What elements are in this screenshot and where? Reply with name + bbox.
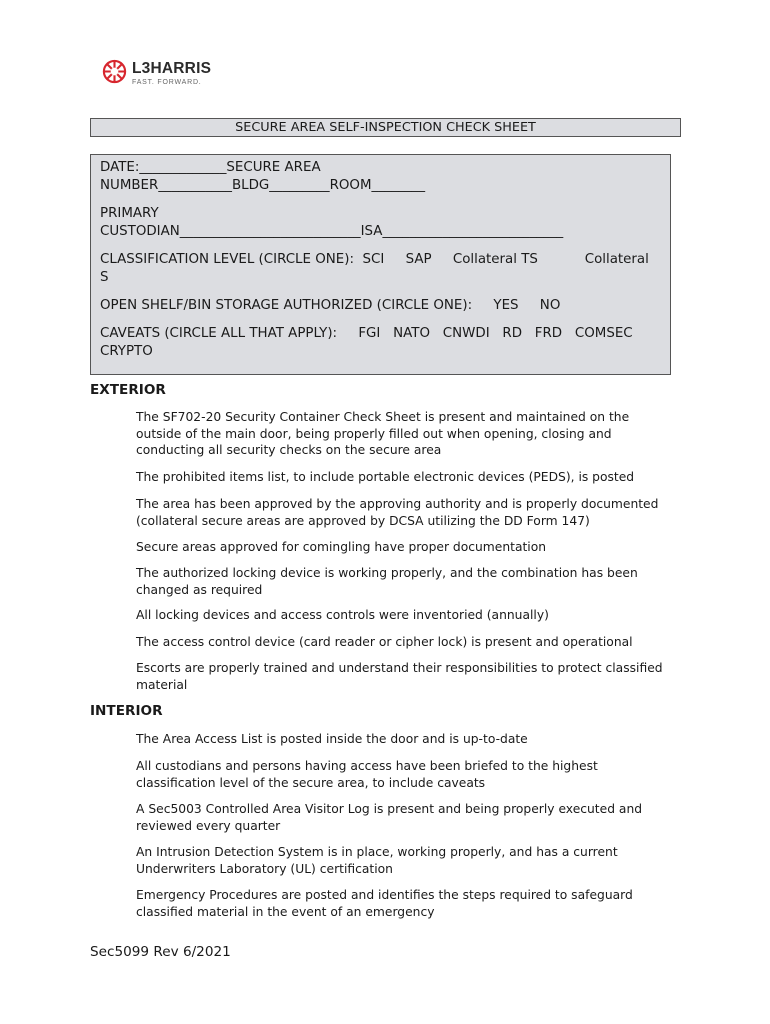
custodian-isa-line: CUSTODIAN___________________________ISA___________________________: [100, 224, 564, 239]
checklist-item-text: An Intrusion Detection System is in place, working properly, and has a current Underwriters Laboratory (UL) certification: [136, 845, 618, 876]
classification-level-wrap: S: [100, 270, 109, 285]
l3harris-logo-icon: [101, 58, 128, 85]
caveats-wrap: CRYPTO: [100, 344, 153, 359]
checklist-item-text: Escorts are properly trained and understand their responsibilities to protect classified material: [136, 661, 663, 692]
checklist-item-text: The area has been approved by the approving authority and is properly documented (collateral secure areas are approved by DCSA utilizing the DD Form 147): [136, 497, 659, 528]
date-area-number-line: DATE:_____________SECURE AREA: [100, 160, 321, 175]
checklist-item-text: The Area Access List is posted inside the door and is up-to-date: [136, 732, 528, 746]
open-shelf-storage-line: OPEN SHELF/BIN STORAGE AUTHORIZED (CIRCLE ONE): YES NO: [100, 298, 561, 313]
caveats-line: CAVEATS (CIRCLE ALL THAT APPLY): FGI NATO CNWDI RD FRD COMSEC: [100, 326, 633, 341]
number-bldg-room-line: NUMBER___________BLDG_________ROOM________: [100, 178, 426, 193]
form-revision-footer: Sec5099 Rev 6/2021: [90, 944, 231, 960]
company-logo: [101, 57, 231, 91]
logo-tagline: FAST. FORWARD.: [132, 79, 202, 86]
checklist-item-text: A Sec5003 Controlled Area Visitor Log is present and being properly executed and reviewed every quarter: [136, 802, 643, 833]
logo-wordmark: L3HARRIS: [132, 60, 212, 77]
classification-level-line: CLASSIFICATION LEVEL (CIRCLE ONE): SCI SAP Collateral TS Collateral: [100, 252, 649, 267]
checklist-item-text: Secure areas approved for comingling have proper documentation: [136, 540, 547, 554]
header-info-box: [90, 154, 671, 375]
interior-heading: INTERIOR: [90, 703, 163, 719]
checklist-item-text: The SF702-20 Security Container Check Sheet is present and maintained on the outside of the main door, being properly filled out when opening, closing and conducting all security checks on the secure area: [136, 410, 630, 457]
checklist-item-text: The authorized locking device is working properly, and the combination has been changed as required: [136, 566, 638, 597]
page-title: SECURE AREA SELF-INSPECTION CHECK SHEET: [90, 118, 681, 137]
checklist-item-text: The access control device (card reader or cipher lock) is present and operational: [136, 635, 633, 649]
checklist-item-text: All custodians and persons having access have been briefed to the highest classification level of the secure area, to include caveats: [136, 759, 598, 790]
primary-label: PRIMARY: [100, 206, 159, 221]
checklist-item-text: All locking devices and access controls were inventoried (annually): [136, 608, 549, 622]
exterior-heading: EXTERIOR: [90, 382, 166, 398]
checklist-item-text: Emergency Procedures are posted and identifies the steps required to safeguard classified material in the event of an emergency: [136, 888, 633, 919]
checklist-item-text: The prohibited items list, to include portable electronic devices (PEDS), is posted: [136, 470, 635, 484]
